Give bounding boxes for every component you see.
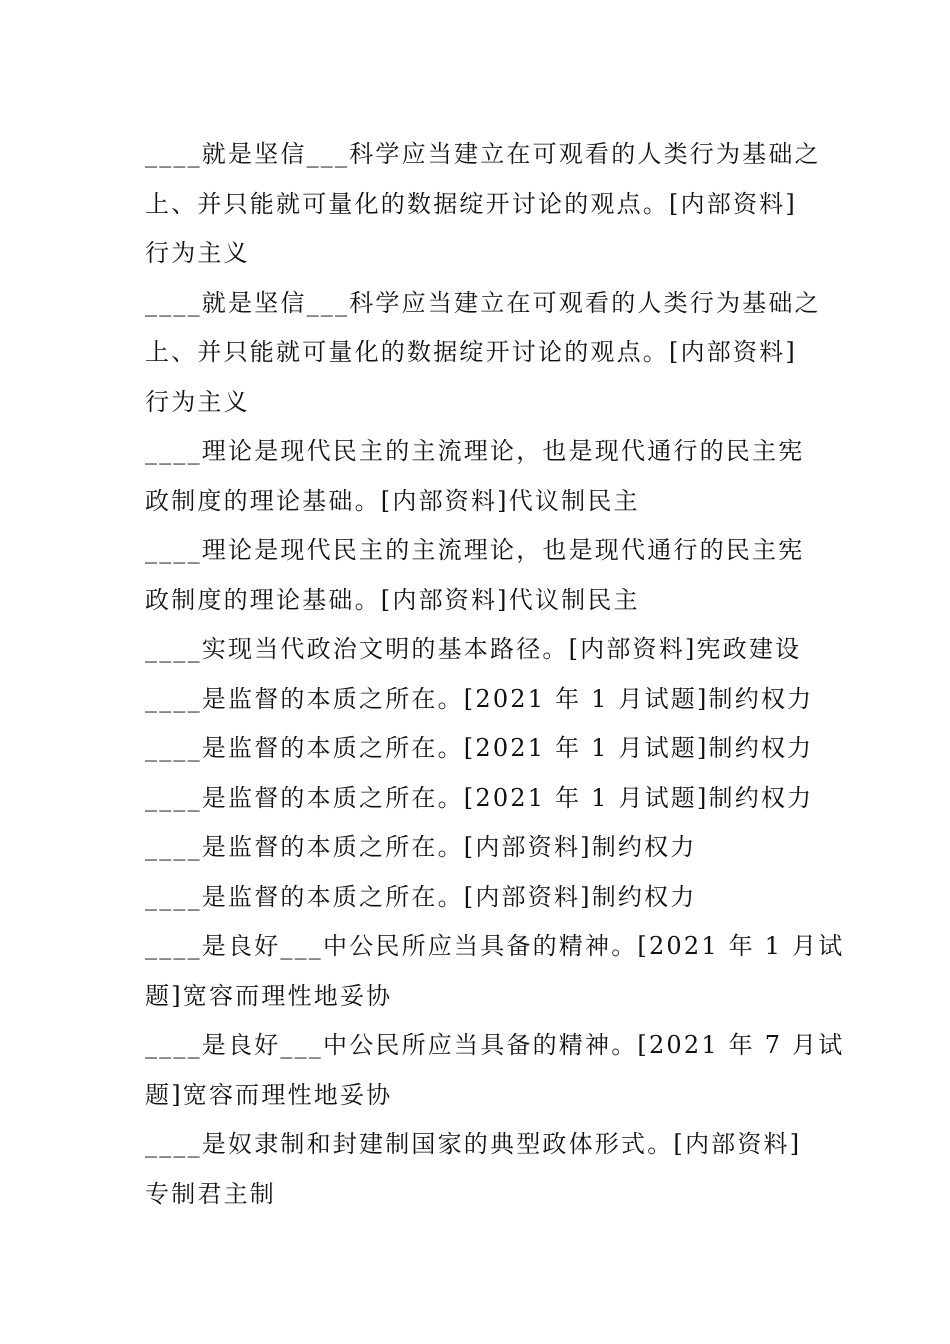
paragraph-3 [145, 427, 810, 526]
text-line: ____是监督的本质之所在。[2021 年 1 月试题]制约权力 [145, 734, 814, 762]
text-line: ____理论是现代民主的主流理论，也是现代通行的民主宪 [145, 536, 805, 564]
paragraph-9 [145, 823, 810, 873]
text-line: 上、并只能就可量化的数据绽开讨论的观点。[内部资料] [145, 189, 797, 218]
text-line: ____是良好___中公民所应当具备的精神。[2021 年 7 月试 [145, 1031, 845, 1059]
paragraph-10 [145, 873, 810, 923]
text-line: 行为主义 [145, 387, 250, 416]
text-line: 政制度的理论基础。[内部资料]代议制民主 [145, 585, 640, 614]
paragraph-6 [145, 675, 814, 725]
text-line: 上、并只能就可量化的数据绽开讨论的观点。[内部资料] [145, 338, 797, 366]
paragraph-7 [145, 724, 814, 774]
text-line: ____是良好___中公民所应当具备的精神。[2021 年 1 月试 [145, 932, 845, 960]
paragraph-5 [145, 625, 810, 675]
text-line: 行为主义 [145, 239, 250, 267]
text-line: ____就是坚信___科学应当建立在可观看的人类行为基础之 [145, 288, 821, 317]
paragraph-13 [145, 1120, 810, 1219]
text-line: ____是监督的本质之所在。[2021 年 1 月试题]制约权力 [145, 684, 814, 713]
text-line: ____是奴隶制和封建制国家的典型政体形式。[内部资料] [145, 1130, 802, 1158]
text-line: ____就是坚信___科学应当建立在可观看的人类行为基础之 [145, 140, 821, 168]
text-line: ____实现当代政治文明的基本路径。[内部资料]宪政建设 [145, 635, 802, 663]
text-line: ____理论是现代民主的主流理论，也是现代通行的民主宪 [145, 437, 805, 465]
paragraph-8 [145, 774, 814, 824]
text-line: ____是监督的本质之所在。[内部资料]制约权力 [145, 833, 697, 861]
text-line: 专制君主制 [145, 1179, 276, 1208]
text-line: 政制度的理论基础。[内部资料]代议制民主 [145, 486, 640, 515]
text-line: 题]宽容而理性地妥协 [145, 981, 393, 1010]
paragraph-2 [145, 279, 821, 428]
text-line: ____是监督的本质之所在。[2021 年 1 月试题]制约权力 [145, 783, 814, 812]
text-line: ____是监督的本质之所在。[内部资料]制约权力 [145, 882, 697, 911]
paragraph-12 [145, 1021, 845, 1120]
text-line: 题]宽容而理性地妥协 [145, 1080, 393, 1109]
paragraph-1 [145, 130, 821, 279]
document-body [145, 130, 845, 1219]
paragraph-4 [145, 526, 810, 625]
paragraph-11 [145, 922, 845, 1021]
